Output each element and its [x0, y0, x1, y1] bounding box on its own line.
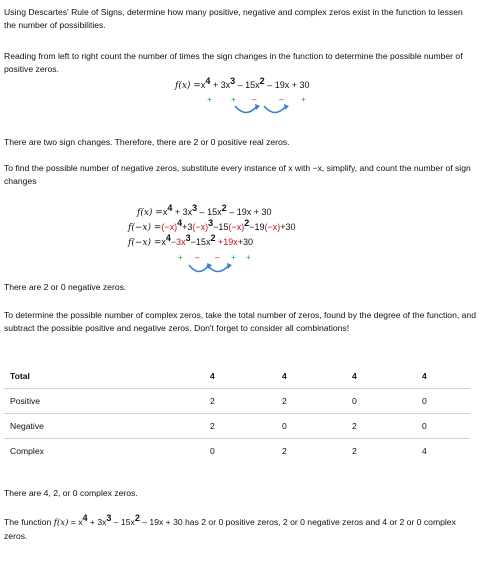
complex-instruction: To determine the possible number of complex zeros, take the total number of zeros, found by the degree of the function, and subtract the possible positive and negative zeros. Don't forget to consider all combinations!: [4, 310, 476, 333]
table-cell: 4: [416, 439, 470, 464]
table-cell: 0: [346, 389, 416, 414]
sign-change-arcs: [232, 103, 302, 119]
table-cell: 4: [352, 371, 357, 381]
table-cell: 0: [416, 389, 470, 414]
positive-instruction: Reading from left to right count the number of times the sign changes in the function to determine the possible number of positive zeros.: [4, 51, 463, 74]
row-label-negative: Negative: [4, 414, 204, 439]
table-row: [4, 439, 470, 464]
equation-f-neg-x-substituted: $f(-x) =(-x)^4+3(-x)^3-15(-x)^2-19(-x)+30$: [128, 218, 296, 233]
table-cell: 4: [422, 371, 427, 381]
row-label-positive: Positive: [4, 389, 204, 414]
table-cell: 0: [416, 414, 470, 439]
equation-f-x-repeat: $f(x) =x^4 + 3x^3 - 15x^2 - 19x + 30$: [137, 203, 272, 218]
equation-f-neg-x-simplified: $f(-x) =x^4-3x^3-15x^2 +19x+30$: [128, 233, 254, 248]
table-cell: 2: [204, 389, 276, 414]
table-cell: 0: [204, 439, 276, 464]
table-cell: 2: [346, 439, 416, 464]
equation-f-x: $f(x) =x^4 + 3x^3 - 15x^2 - 19x + 30$: [175, 76, 310, 91]
final-conclusion: The function $f(x) = x^4 + 3x^3 - 15x^2 - 19x + 30$ has 2 or 0 positive zeros, 2 or 0 negative zeros and 4 or 2 or 0 complex zeros.: [4, 513, 456, 541]
row-label-complex: Complex: [4, 439, 204, 464]
negative-result: There are 2 or 0 negative zeros.: [4, 282, 127, 292]
table-cell: 2: [276, 389, 346, 414]
row-label-total: Total: [10, 371, 30, 381]
table-row: [4, 414, 470, 439]
table-cell: 4: [282, 371, 287, 381]
table-row: [4, 364, 470, 389]
positive-result: There are two sign changes. Therefore, there are 2 or 0 positive real zeros.: [4, 137, 290, 147]
table-cell: 4: [210, 371, 215, 381]
table-cell: 0: [276, 414, 346, 439]
intro-text: Using Descartes' Rule of Signs, determine how many positive, negative and complex zeros exist in the function to lessen the number of possibilities.: [4, 7, 463, 30]
sign-change-arcs-negative: [187, 262, 247, 278]
table-cell: 2: [276, 439, 346, 464]
negative-instruction: To find the possible number of negative zeros, substitute every instance of x with −x, simplify, and count the number of sign changes: [4, 163, 471, 186]
zeros-combination-table: [4, 364, 470, 463]
complex-result: There are 4, 2, or 0 complex zeros.: [4, 488, 138, 498]
table-cell: 2: [204, 414, 276, 439]
table-row: [4, 389, 470, 414]
table-cell: 2: [346, 414, 416, 439]
